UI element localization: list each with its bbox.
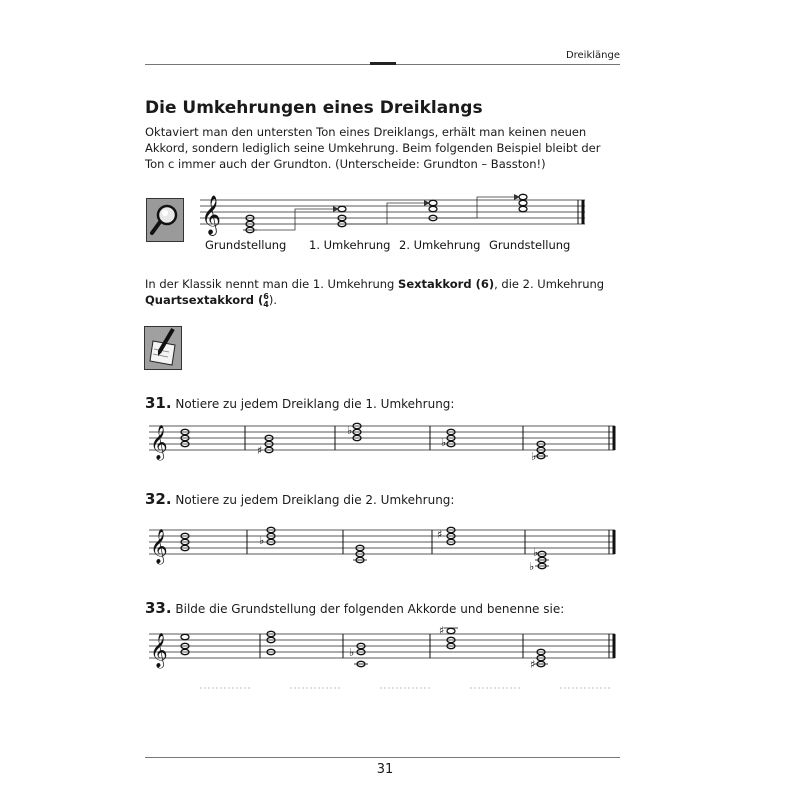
classic-naming-paragraph: In der Klassik nennt man die 1. Umkehrung Sextakkord (6), die 2. Umkehrung Quartsextakkord (6 4). — [145, 277, 605, 309]
inversion-example-staff — [195, 190, 595, 260]
treble-clef-icon: 𝄞 — [150, 425, 168, 460]
flat-icon: ♭ — [349, 646, 355, 659]
term-sextakkord: Sextakkord (6) — [398, 277, 495, 291]
running-head: Dreiklänge — [565, 50, 620, 61]
exercise-31-title: 31. Notiere zu jedem Dreiklang die 1. Umkehrung: — [145, 394, 455, 412]
flat-icon: ♭ — [529, 560, 535, 573]
footer-rule — [145, 757, 620, 758]
header-rule-marker — [370, 62, 396, 65]
sharp-icon: ♯ — [439, 624, 445, 637]
exercise-32-title: 32. Notiere zu jedem Dreiklang die 2. Umkehrung: — [145, 490, 455, 508]
sharp-icon: ♯ — [437, 528, 443, 541]
exercise-31-staff — [145, 418, 620, 468]
treble-clef-icon: 𝄞 — [201, 195, 222, 235]
pencil-note-icon — [144, 326, 182, 370]
label-grundstellung-2: Grundstellung — [489, 238, 571, 252]
exercise-33-staff — [145, 620, 620, 695]
section-title: Die Umkehrungen eines Dreiklangs — [145, 98, 483, 118]
treble-clef-icon: 𝄞 — [150, 633, 168, 668]
exercise-33-title: 33. Bilde die Grundstellung der folgenden Akkorde und benenne sie: — [145, 599, 565, 617]
label-umkehrung-2: 2. Umkehrung — [399, 238, 481, 252]
page-number: 31 — [376, 762, 394, 777]
intro-paragraph: Oktaviert man den untersten Ton eines Dreiklangs, erhält man keinen neuen Akkord, sondern lediglich seine Umkehrung. Beim folgenden Beispiel bleibt der Ton c immer auch der Grundton. (Unterscheide: Grundton – Basston!) — [145, 125, 601, 171]
term-quartsextakkord: Quartsextakkord (6 4 — [145, 291, 269, 309]
sharp-icon: ♯ — [530, 658, 536, 671]
flat-icon: ♭ — [533, 546, 539, 559]
treble-clef-icon: 𝄞 — [150, 529, 168, 564]
flat-icon: ♭ — [347, 424, 353, 437]
flat-icon: ♭ — [259, 534, 265, 547]
flat-icon: ♭ — [531, 450, 537, 463]
magnifier-icon — [146, 198, 184, 242]
label-grundstellung-1: Grundstellung — [205, 238, 287, 252]
exercise-32-staff — [145, 520, 620, 575]
flat-icon: ♭ — [441, 436, 447, 449]
label-umkehrung-1: 1. Umkehrung — [309, 238, 391, 252]
sharp-icon: ♯ — [257, 444, 263, 457]
